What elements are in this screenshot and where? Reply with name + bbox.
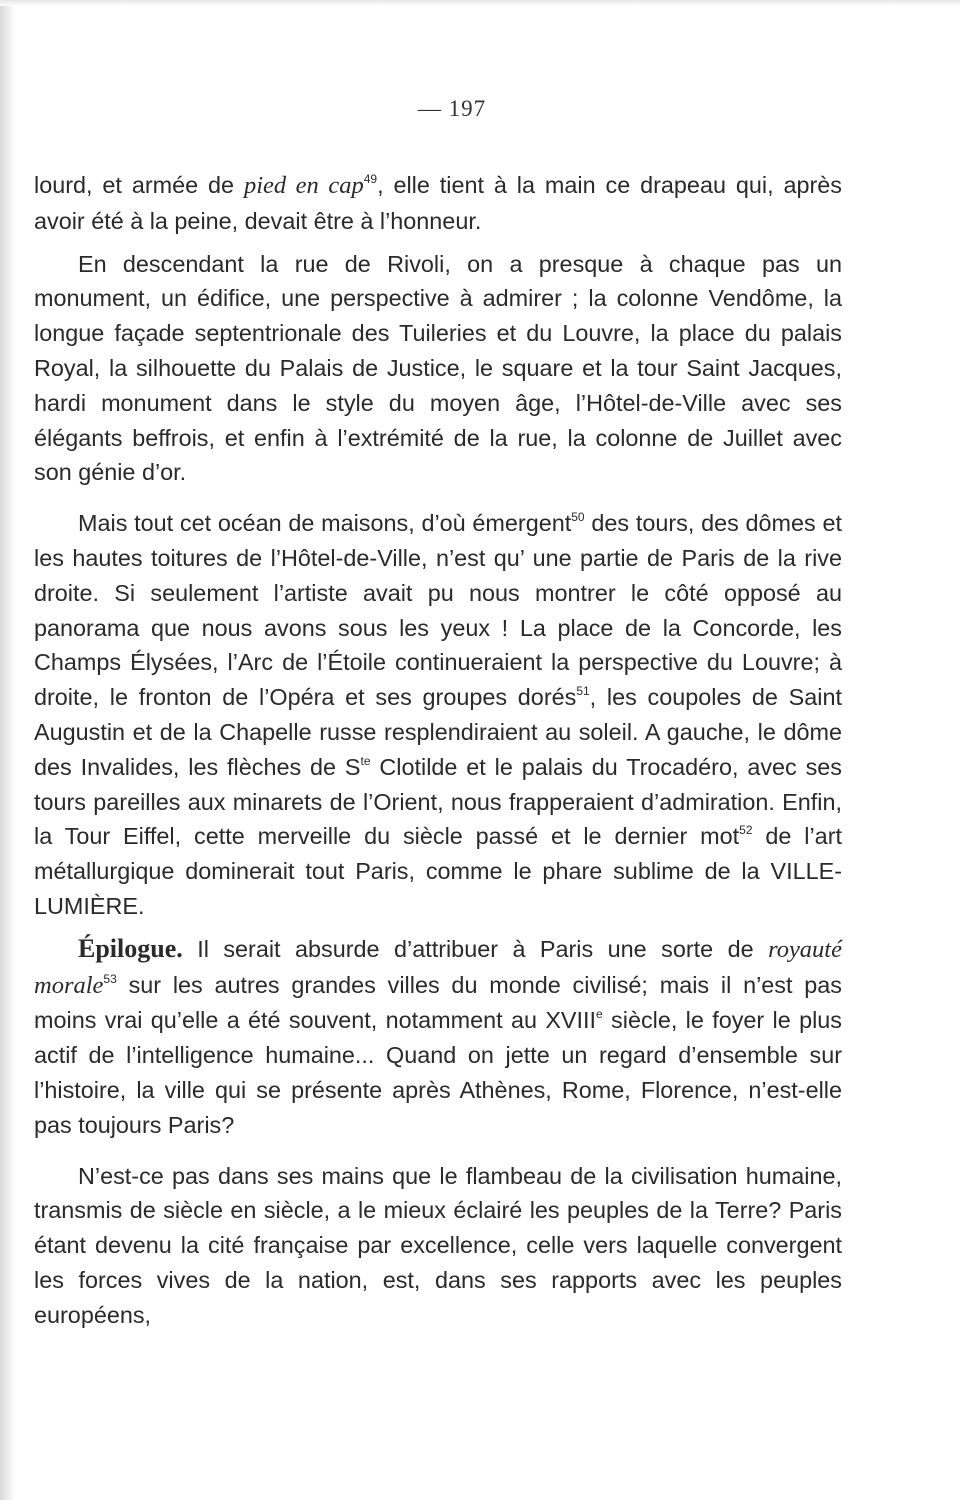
paragraph-5: N’est-ce pas dans ses mains que le flambeau de la civilisation humaine, transmis de siècle en siècle, a le mieux éclairé les peuples de la Terre? Paris étant devenu la cité française par excellence, celle vers laquelle convergent les forces vives de la nation, est, dans ses rapports avec les peuples européens,: [34, 1162, 842, 1328]
footnote-ref: 52: [739, 823, 753, 838]
text-segment: lourd, et armée de: [34, 172, 244, 198]
paragraph-epilogue: [34, 932, 842, 1143]
paragraph-1: [34, 168, 842, 239]
text-segment: des tours, des dômes et les hautes toitures de l’Hôtel-de-Ville, n’est qu’ une partie de Paris de la rive droite. Si seulement l’artiste avait pu nous montrer le côté opposé au panorama que nous avons sous les yeux ! La place de la Concorde, les Champs Élysées, l’Arc de l’Étoile continueraient la perspective du Louvre; à droite, le fronton de l’Opéra et ses groupes dorés: [34, 510, 842, 711]
italic-term: royauté morale: [34, 935, 842, 999]
scan-page-edge: [0, 0, 14, 1500]
footnote-ref: 50: [571, 510, 585, 525]
page-number: — 197: [417, 96, 487, 121]
abbreviation-superscript: te: [360, 753, 371, 768]
paragraph-3: [34, 506, 842, 924]
text-segment: de l’art métallurgique dominerait tout Paris, comme le phare sublime de la VILLE-LUMIÈRE.: [34, 823, 842, 919]
text-segment: Clotilde et le palais du Trocadéro, avec ses tours pareilles aux minarets de l’Orient, nous frapperaient d’admiration. Enfin, la Tour Eiffel, cette merveille du siècle passé et le dernier mot: [34, 753, 842, 850]
text-segment: , les coupoles de Saint Augustin et de la Chapelle russe resplendiraient au soleil. A gauche, le dôme des Invalides, les flèches de S: [34, 684, 842, 780]
scan-top-edge: [0, 0, 960, 6]
text-segment: Mais tout cet océan de maisons, d’où émergent: [78, 510, 572, 537]
century-superscript: e: [596, 1007, 603, 1022]
text-segment: , elle tient à la main ce drapeau qui, après avoir été à la peine, devait être à l’honneur.: [34, 172, 842, 234]
text-segment: siècle, le foyer le plus actif de l’intelligence humaine... Quand on jette un regard d’ensemble sur l’histoire, la ville qui se présente après Athènes, Rome, Florence, n’est-elle pas toujours Paris?: [34, 1007, 842, 1138]
book-page: [34, 96, 842, 1333]
section-heading: Épilogue.: [78, 933, 183, 963]
italic-term: pied en cap: [243, 172, 364, 199]
footnote-ref: 51: [576, 684, 590, 699]
paragraph-2: En descendant la rue de Rivoli, on a presque à chaque pas un monument, un édifice, une perspective à admirer ; la colonne Vendôme, la longue façade septentrionale des Tuileries et du Louvre, la place du palais Royal, la silhouette du Palais de Justice, le square et la tour Saint Jacques, hardi monument dans le style du moyen âge, l’Hôtel-de-Ville avec ses élégants beffrois, et enfin à l’extrémité de la rue, la colonne de Juillet avec son génie d’or.: [34, 250, 842, 486]
footnote-ref: 49: [363, 172, 378, 186]
footnote-ref: 53: [103, 971, 117, 986]
text-segment: sur les autres grandes villes du monde civilisé; mais il n’est pas moins vrai qu’elle a été souvent, notamment au XVIII: [34, 971, 842, 1034]
text-segment: Il serait absurde d’attribuer à Paris une sorte de: [182, 935, 769, 962]
